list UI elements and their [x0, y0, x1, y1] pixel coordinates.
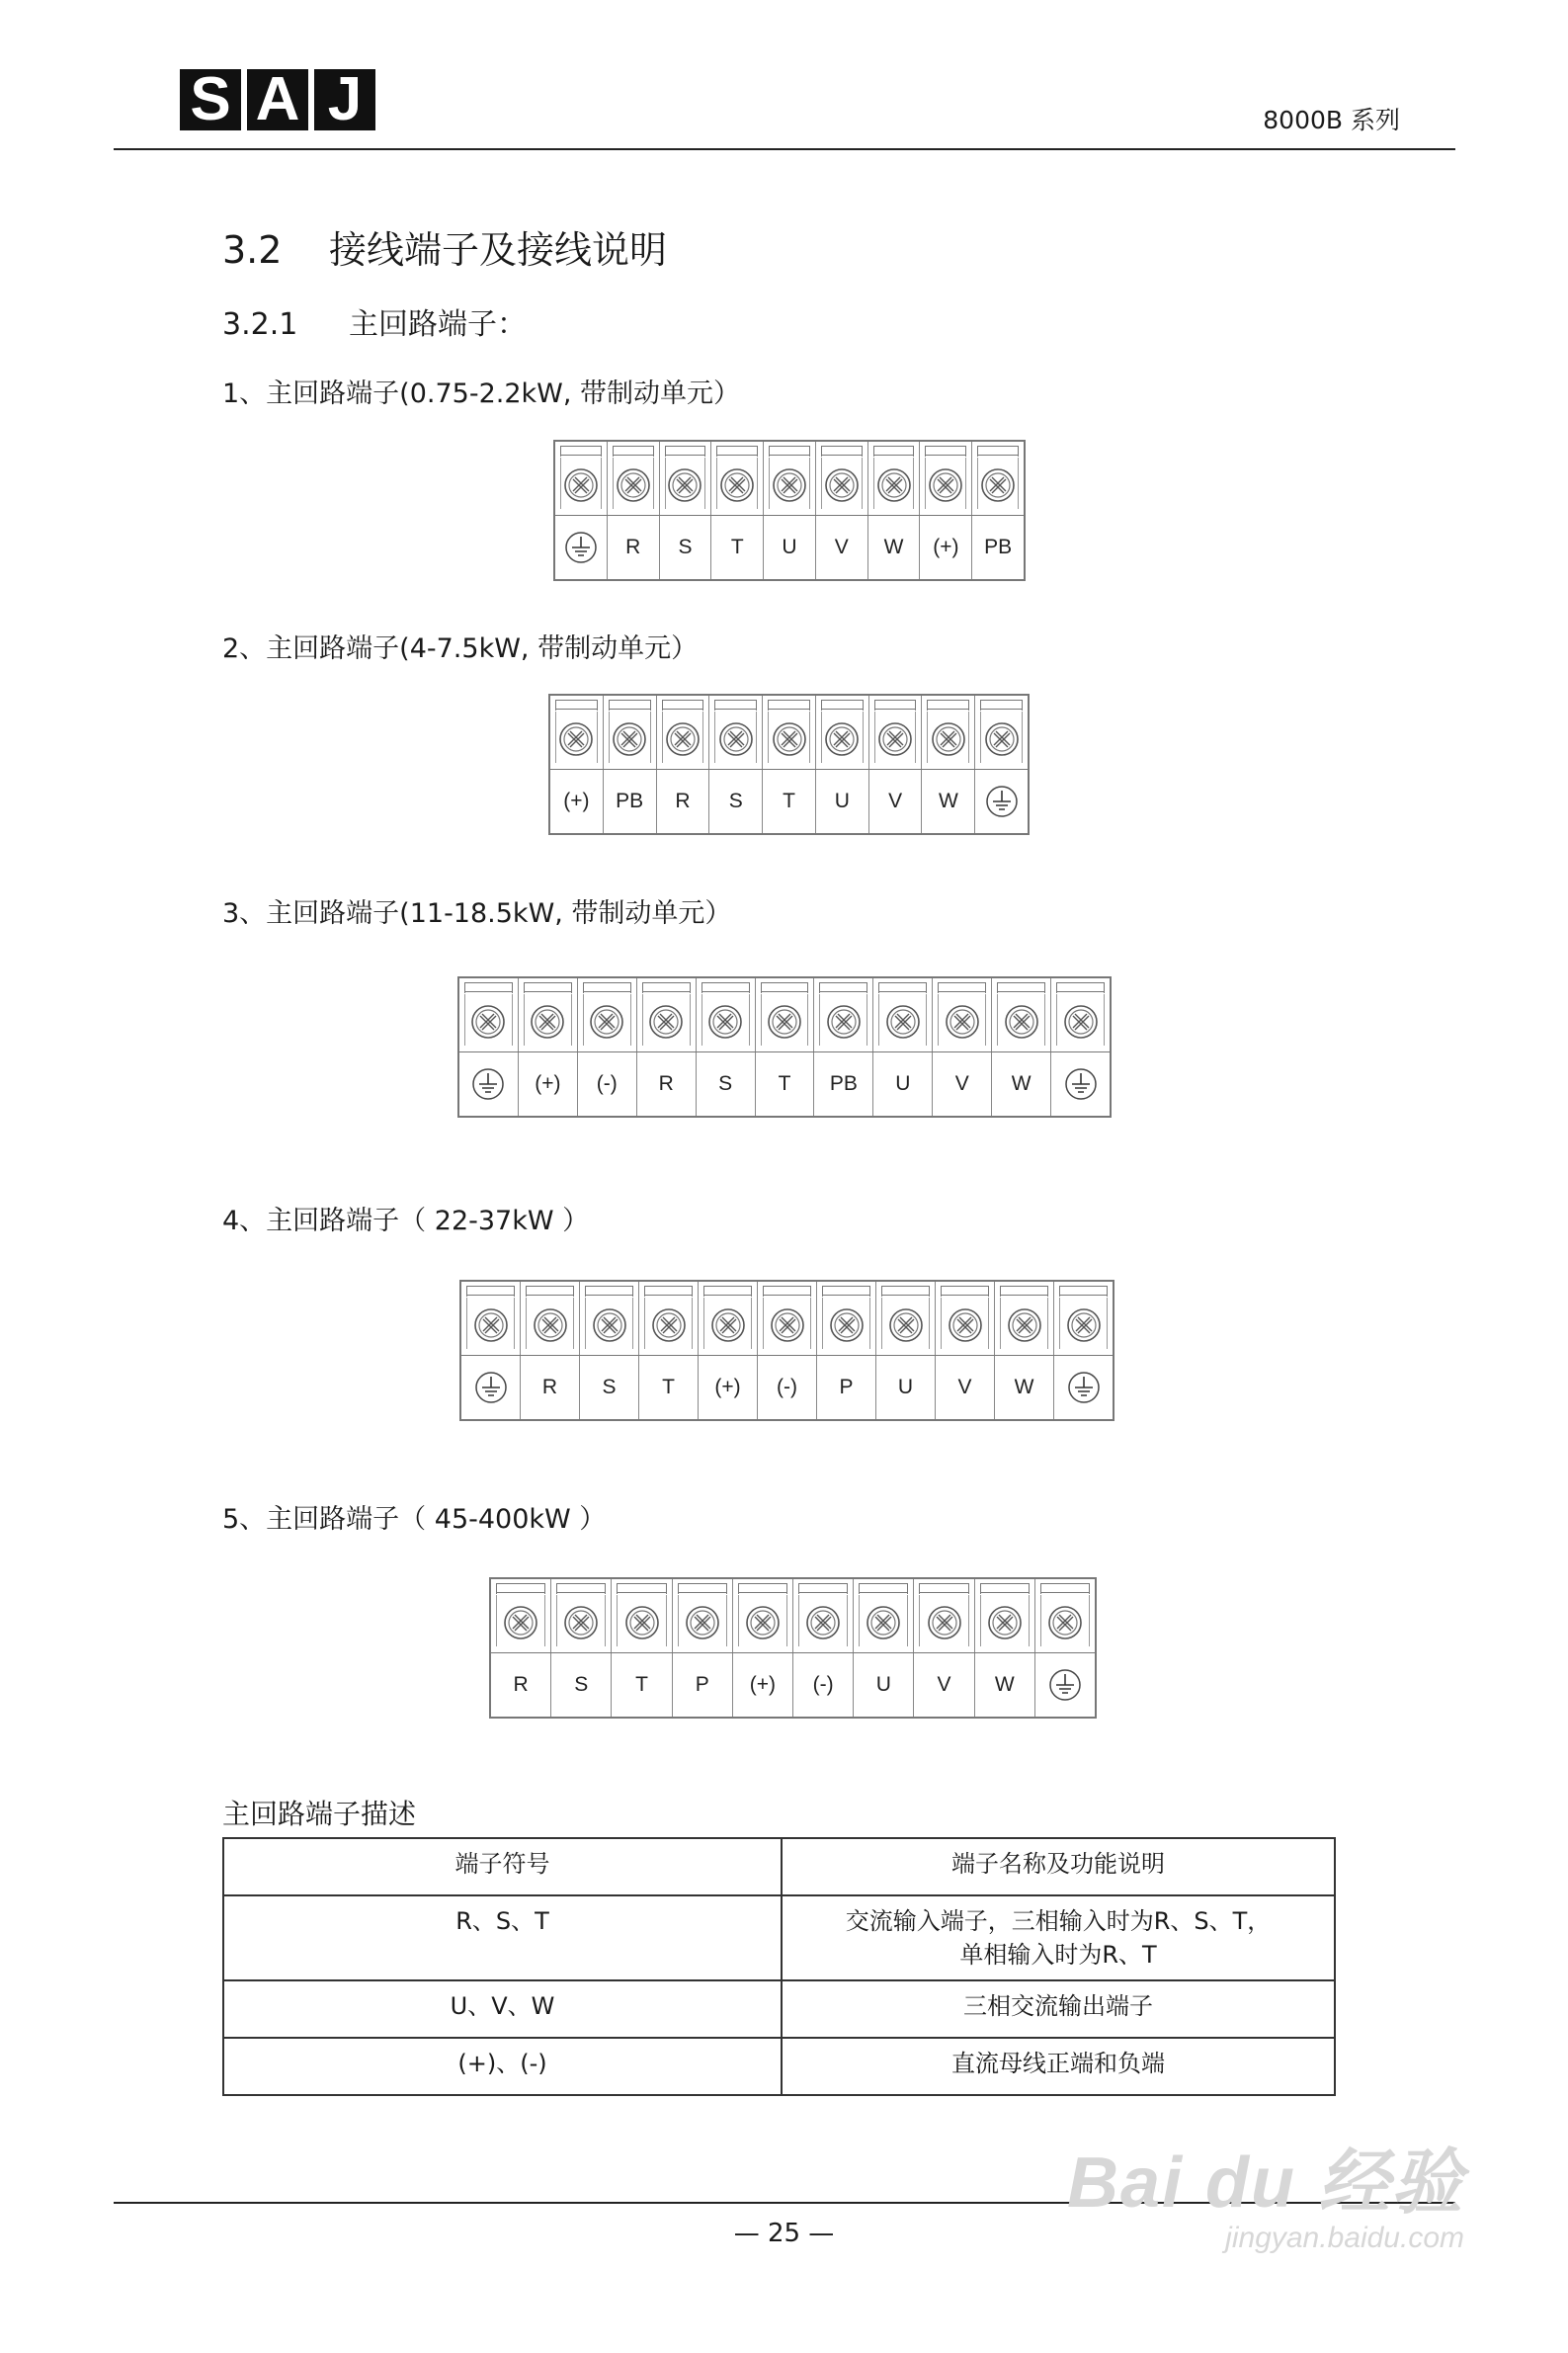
terminal-label: (-) — [793, 1653, 854, 1717]
terminal-screw — [733, 1579, 793, 1652]
screw-icon — [979, 466, 1017, 504]
terminal-screw — [793, 1579, 854, 1652]
terminal-label-ground — [555, 516, 608, 579]
terminal-label: W — [922, 770, 975, 833]
screw-icon — [876, 720, 914, 758]
screw-icon — [825, 1003, 863, 1041]
terminal-label: W — [992, 1052, 1051, 1116]
terminal-screw — [814, 978, 873, 1051]
terminal-screw — [873, 978, 933, 1051]
strip-caption: 2、主回路端子(4-7.5kW, 带制动单元） — [222, 633, 699, 664]
terminal-screw — [637, 978, 697, 1051]
table-header-cell: 端子符号 — [223, 1838, 782, 1895]
terminal-label: S — [580, 1356, 639, 1419]
screw-icon — [684, 1604, 721, 1641]
terminal-strip-4 — [459, 1280, 1114, 1421]
screw-row — [550, 696, 1028, 770]
screw-icon — [865, 1604, 902, 1641]
terminal-strip-2 — [548, 694, 1030, 835]
label-row — [461, 1356, 1113, 1419]
terminal-label: V — [933, 1052, 992, 1116]
header-divider — [114, 148, 1455, 150]
terminal-label: U — [816, 770, 869, 833]
terminal-label-ground — [1051, 1052, 1110, 1116]
terminal-label: (-) — [758, 1356, 817, 1419]
screw-icon — [1062, 1003, 1100, 1041]
terminal-desc-cell — [782, 1895, 1335, 1980]
screw-icon — [611, 720, 648, 758]
terminal-screw — [1051, 978, 1110, 1051]
terminal-label-ground — [975, 770, 1028, 833]
screw-icon — [1046, 1604, 1084, 1641]
terminal-label: U — [854, 1653, 914, 1717]
label-row — [555, 516, 1024, 579]
screw-icon — [647, 1003, 685, 1041]
screw-icon — [472, 1306, 510, 1344]
series-label: 8000B 系列 — [1263, 106, 1400, 134]
terminal-label: T — [612, 1653, 672, 1717]
screw-row — [491, 1579, 1095, 1653]
screw-icon — [744, 1604, 782, 1641]
terminal-label: R — [637, 1052, 697, 1116]
baidu-watermark — [1067, 2125, 1464, 2255]
terminal-label: T — [756, 1052, 815, 1116]
subsection-title: 主回路端子： — [349, 307, 527, 342]
terminal-screw — [869, 696, 923, 769]
screw-icon — [823, 466, 861, 504]
brand-logo — [180, 65, 375, 133]
screw-icon — [828, 1306, 866, 1344]
terminal-screw — [868, 442, 921, 515]
strip-caption: 3、主回路端子(11-18.5kW, 带制动单元） — [222, 898, 732, 929]
terminal-label: S — [697, 1052, 756, 1116]
terminal-screw — [709, 696, 763, 769]
screw-icon — [650, 1306, 688, 1344]
screw-icon — [947, 1306, 984, 1344]
terminal-screw — [995, 1282, 1054, 1355]
terminal-label: W — [868, 516, 921, 579]
label-row — [491, 1653, 1095, 1717]
terminal-screw — [763, 696, 816, 769]
terminal-screw — [461, 1282, 521, 1355]
screw-icon — [771, 466, 808, 504]
terminal-label: V — [914, 1653, 974, 1717]
terminal-strip-3 — [457, 976, 1112, 1118]
terminal-screw — [491, 1579, 551, 1652]
logo-letter: J — [314, 69, 375, 130]
screw-icon — [884, 1003, 922, 1041]
table-header-cell: 端子名称及功能说明 — [782, 1838, 1335, 1895]
terminal-screw — [816, 696, 869, 769]
terminal-label: T — [639, 1356, 699, 1419]
terminal-screw — [816, 442, 868, 515]
terminal-screw — [555, 442, 608, 515]
screw-icon — [588, 1003, 625, 1041]
terminal-label: R — [608, 516, 660, 579]
terminal-desc-cell: 三相交流输出端子 — [782, 1980, 1335, 2038]
terminal-screw — [1054, 1282, 1113, 1355]
terminal-screw — [758, 1282, 817, 1355]
terminal-screw — [920, 442, 972, 515]
ground-icon — [1067, 1371, 1101, 1404]
ground-icon — [474, 1371, 508, 1404]
table-header-row — [223, 1838, 1335, 1895]
section-number: 3.2 — [222, 228, 283, 272]
terminal-screw — [639, 1282, 699, 1355]
terminal-label: (+) — [920, 516, 972, 579]
logo-letter: A — [247, 69, 308, 130]
terminal-screw — [660, 442, 712, 515]
terminal-screw — [459, 978, 519, 1051]
terminal-label: U — [876, 1356, 936, 1419]
ground-icon — [564, 531, 598, 564]
terminal-label: PB — [984, 536, 1013, 558]
terminal-screw — [699, 1282, 758, 1355]
terminal-symbol-cell: (+)、(-) — [223, 2038, 782, 2095]
terminal-desc-cell: 直流母线正端和负端 — [782, 2038, 1335, 2095]
desc-line: 交流输入端子，三相输入时为R、S、T， — [845, 1907, 1272, 1935]
terminal-label: R — [521, 1356, 580, 1419]
terminal-screw — [578, 978, 637, 1051]
screw-icon — [1003, 1003, 1040, 1041]
terminal-label: P — [817, 1356, 876, 1419]
terminal-label: V — [936, 1356, 995, 1419]
terminal-label: U — [764, 516, 816, 579]
ground-icon — [1064, 1067, 1098, 1101]
subsection-number: 3.2.1 — [222, 307, 298, 342]
screw-icon — [1065, 1306, 1103, 1344]
terminal-label: V — [816, 516, 868, 579]
desc-line: 单相输入时为R、T — [959, 1941, 1157, 1969]
screw-icon — [766, 1003, 803, 1041]
terminal-screw — [936, 1282, 995, 1355]
terminal-screw — [711, 442, 764, 515]
screw-icon — [769, 1306, 806, 1344]
screw-icon — [718, 466, 756, 504]
label-row — [550, 770, 1028, 833]
ground-icon — [985, 785, 1019, 818]
screw-icon — [887, 1306, 925, 1344]
table-row — [223, 1980, 1335, 2038]
terminal-label: PB — [814, 1052, 873, 1116]
watermark-brand: Bai du 经验 — [1066, 2143, 1464, 2223]
screw-icon — [875, 466, 913, 504]
screw-icon — [562, 1604, 600, 1641]
strip-caption: 1、主回路端子(0.75-2.2kW, 带制动单元） — [222, 378, 741, 409]
terminal-screw — [604, 696, 657, 769]
screw-icon — [717, 720, 755, 758]
screw-icon — [927, 466, 964, 504]
terminal-label: S — [551, 1653, 612, 1717]
section-heading — [222, 219, 667, 274]
screw-icon — [804, 1604, 842, 1641]
label-row — [459, 1052, 1110, 1116]
terminal-label: PB — [604, 770, 657, 833]
terminal-screw — [972, 442, 1024, 515]
screw-row — [459, 978, 1110, 1052]
terminal-label: V — [869, 770, 923, 833]
screw-icon — [615, 466, 652, 504]
terminal-label-ground — [461, 1356, 521, 1419]
terminal-symbol-cell: R、S、T — [223, 1895, 782, 1980]
table-row — [223, 1895, 1335, 1980]
logo-letter: S — [180, 69, 241, 130]
terminal-label: U — [873, 1052, 933, 1116]
strip-caption: 5、主回路端子（ 45-400kW ） — [222, 1504, 607, 1535]
screw-icon — [1006, 1306, 1043, 1344]
watermark-url: jingyan.baidu.com — [1225, 2222, 1464, 2254]
terminal-symbol-cell: U、V、W — [223, 1980, 782, 2038]
terminal-screw — [580, 1282, 639, 1355]
screw-icon — [664, 720, 701, 758]
screw-icon — [944, 1003, 981, 1041]
terminal-screw — [817, 1282, 876, 1355]
ground-icon — [1048, 1668, 1082, 1702]
terminal-screw — [933, 978, 992, 1051]
terminal-screw — [673, 1579, 733, 1652]
terminal-screw — [975, 1579, 1035, 1652]
terminal-screw — [764, 442, 816, 515]
screw-icon — [562, 466, 600, 504]
section-title: 接线端子及接线说明 — [329, 228, 668, 272]
terminal-screw — [876, 1282, 936, 1355]
terminal-screw — [657, 696, 710, 769]
screw-icon — [532, 1306, 569, 1344]
terminal-label: W — [975, 1653, 1035, 1717]
screw-icon — [591, 1306, 628, 1344]
terminal-screw — [551, 1579, 612, 1652]
terminal-label: R — [657, 770, 710, 833]
terminal-screw — [519, 978, 578, 1051]
screw-icon — [529, 1003, 566, 1041]
screw-row — [555, 442, 1024, 516]
terminal-label-ground — [1035, 1653, 1095, 1717]
terminal-label: T — [763, 770, 816, 833]
screw-icon — [706, 1003, 744, 1041]
terminal-label: P — [673, 1653, 733, 1717]
terminal-label: S — [660, 516, 712, 579]
terminal-label: T — [711, 516, 764, 579]
terminal-screw — [756, 978, 815, 1051]
screw-icon — [709, 1306, 747, 1344]
subsection-heading — [222, 299, 527, 343]
terminal-label: (+) — [733, 1653, 793, 1717]
terminal-label-ground — [459, 1052, 519, 1116]
screw-icon — [983, 720, 1021, 758]
terminal-label: W — [995, 1356, 1054, 1419]
strip-caption: 4、主回路端子（ 22-37kW ） — [222, 1206, 590, 1236]
terminal-label: (+) — [519, 1052, 578, 1116]
terminal-screw — [992, 978, 1051, 1051]
screw-icon — [666, 466, 703, 504]
page-number: — 25 — — [733, 2219, 835, 2248]
terminal-screw — [521, 1282, 580, 1355]
terminal-screw — [550, 696, 604, 769]
terminal-description-table — [222, 1837, 1336, 2096]
screw-icon — [986, 1604, 1024, 1641]
screw-icon — [930, 720, 967, 758]
terminal-label-ground — [1054, 1356, 1113, 1419]
terminal-screw — [1035, 1579, 1095, 1652]
terminal-screw — [975, 696, 1028, 769]
terminal-screw — [697, 978, 756, 1051]
screw-icon — [502, 1604, 539, 1641]
terminal-screw — [612, 1579, 672, 1652]
screw-icon — [771, 720, 808, 758]
table-row — [223, 2038, 1335, 2095]
terminal-strip-1 — [553, 440, 1026, 581]
screw-icon — [469, 1003, 507, 1041]
terminal-screw — [608, 442, 660, 515]
terminal-label: S — [709, 770, 763, 833]
terminal-label: (+) — [699, 1356, 758, 1419]
ground-icon — [471, 1067, 505, 1101]
terminal-label: (-) — [578, 1052, 637, 1116]
table-caption: 主回路端子描述 — [222, 1798, 417, 1830]
screw-icon — [926, 1604, 963, 1641]
terminal-label: (+) — [550, 770, 604, 833]
screw-icon — [823, 720, 861, 758]
screw-icon — [623, 1604, 661, 1641]
screw-icon — [557, 720, 595, 758]
terminal-screw — [854, 1579, 914, 1652]
terminal-screw — [922, 696, 975, 769]
terminal-strip-5 — [489, 1577, 1097, 1719]
terminal-screw — [914, 1579, 974, 1652]
screw-row — [461, 1282, 1113, 1356]
terminal-label: R — [491, 1653, 551, 1717]
